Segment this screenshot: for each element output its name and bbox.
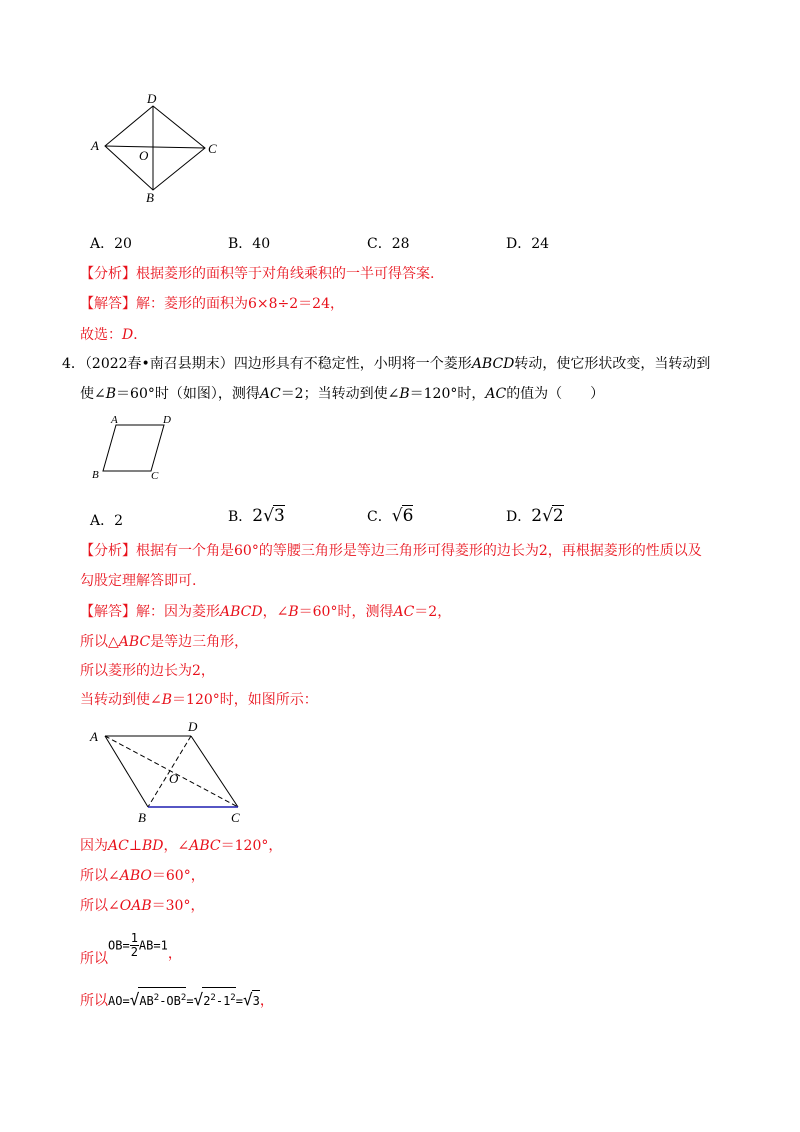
q4-l6-abo: ABO xyxy=(119,868,152,884)
q3-choose-text: 故选： xyxy=(80,327,122,343)
q4-option-c-radicand: 6 xyxy=(402,506,414,526)
q4-l4-b: B xyxy=(161,692,173,708)
fig3-label-a: A xyxy=(90,729,98,744)
q4-l6b: ＝60°， xyxy=(151,868,205,884)
q4-l8-fraction xyxy=(130,932,139,959)
q4-option-d-radicand: 2 xyxy=(552,506,564,526)
q4-answer-l1c: ＝60°时，测得 xyxy=(298,604,394,620)
fig2-label-d: D xyxy=(163,414,171,426)
q4-l9-end: ， xyxy=(259,993,274,1009)
q3-answer-tag: 【解答】 xyxy=(80,296,136,312)
q4-answer-ac: AC xyxy=(393,604,415,620)
q4-l2b: 是等边三角形， xyxy=(150,634,249,650)
q4-stem-line1 xyxy=(62,354,710,374)
q3-choose-end: ． xyxy=(133,327,148,343)
label-b: B xyxy=(146,190,154,205)
fig2-label-c: C xyxy=(151,470,159,482)
q4-l5b: ⊥ xyxy=(128,838,142,854)
fig2-label-b: B xyxy=(92,469,99,481)
q4-l9-r2a: 2 xyxy=(203,994,211,1008)
q4-answer-l1b: ，∠ xyxy=(262,604,289,620)
rhombus-figure-2 xyxy=(85,408,185,488)
q4-analysis-line2: 勾股定理解答即可. xyxy=(80,573,197,589)
q4-option-c-letter: C． xyxy=(367,509,392,525)
q4-l9-sup3: 2 xyxy=(210,993,216,1003)
q3-answer-text: 解：菱形的面积为6×8÷2＝24， xyxy=(136,296,344,312)
q4-analysis-tag: 【分析】 xyxy=(80,543,136,559)
q4-stem1b: 转动，使它形状改变，当转动到 xyxy=(514,356,711,372)
q4-option-a: A．2 xyxy=(90,513,124,529)
q3-option-c: C．28 xyxy=(367,236,410,252)
q4-l8a: 所以 xyxy=(80,951,108,967)
q3-choose xyxy=(80,325,147,345)
q4-l8-lhs: OB= xyxy=(108,938,130,953)
q4-l9-eq: = xyxy=(186,994,194,1008)
q4-stem2d: ＝120°时， xyxy=(409,386,486,402)
fig3-label-o: O xyxy=(169,771,179,786)
q4-l9-sup1: 2 xyxy=(153,993,160,1003)
q4-l2-abc: ABC xyxy=(118,634,151,650)
q4-analysis-text1: 根据有一个角是60°的等腰三角形是等边三角形可得菱形的边长为2，再根据菱形的性质以及 xyxy=(136,543,702,559)
q4-l9-r2b: -1 xyxy=(215,994,231,1008)
q4-option-d: D．2√2 xyxy=(506,506,564,526)
q4-stem-line2 xyxy=(80,384,604,404)
q4-stem1: 四边形具有不稳定性，小明将一个菱形 xyxy=(233,356,472,372)
q4-stem2e: 的值为（ ） xyxy=(506,386,605,402)
q4-answer-line8 xyxy=(80,932,182,966)
q4-answer-line4 xyxy=(80,690,318,710)
q4-source: （2022春•南召县期末） xyxy=(84,356,234,372)
q4-answer-line1 xyxy=(80,602,451,622)
q4-l9-r3: 3 xyxy=(252,990,260,1011)
q4-l9-minus: -OB xyxy=(159,994,181,1008)
q4-b: B xyxy=(105,386,117,402)
q4-answer-line6 xyxy=(80,866,205,886)
q4-l8-den: 2 xyxy=(130,945,138,959)
fig3-label-b: B xyxy=(138,810,146,825)
q4-l9a: 所以 xyxy=(80,993,108,1009)
q3-analysis xyxy=(80,264,434,284)
q4-ac: AC xyxy=(259,386,281,402)
q4-l5c: ，∠ xyxy=(163,838,190,854)
q4-option-c: C．√6 xyxy=(367,506,414,526)
q4-answer-line3: 所以菱形的边长为2， xyxy=(80,663,215,679)
q3-answer xyxy=(80,294,344,314)
fig3-label-d: D xyxy=(188,719,198,734)
q4-l9-r1: AB xyxy=(139,994,154,1008)
q4-stem2c: ＝2；当转动到使∠ xyxy=(280,386,400,402)
q4-answer-b: B xyxy=(288,604,299,620)
label-d: D xyxy=(147,91,157,106)
q4-number: 4． xyxy=(62,356,85,372)
q4-l7b: ＝30°， xyxy=(151,898,205,914)
q3-analysis-text: 根据菱形的面积等于对角线乘积的一半可得答案. xyxy=(136,266,435,282)
q3-choose-letter: D xyxy=(122,327,134,343)
q3-option-d: D．24 xyxy=(506,236,550,252)
q4-l6a: 所以∠ xyxy=(80,868,120,884)
q4-option-d-coef: 2 xyxy=(531,506,543,526)
q4-analysis-line1 xyxy=(80,541,702,561)
q4-l5a: 因为 xyxy=(80,838,108,854)
q4-l8-end: ， xyxy=(167,945,182,962)
q3-analysis-tag: 【分析】 xyxy=(80,266,136,282)
fig2-label-a: A xyxy=(111,414,118,426)
q4-answer-tag: 【解答】 xyxy=(80,604,136,620)
q4-answer-l1a: 解：因为菱形 xyxy=(136,604,220,620)
fig3-label-c: C xyxy=(231,810,240,825)
q4-l5d: ＝120°， xyxy=(220,838,283,854)
q4-l8-rhs: AB=1 xyxy=(138,938,168,953)
label-a: A xyxy=(91,138,99,153)
q4-ac2: AC xyxy=(485,386,507,402)
q3-option-b: B．40 xyxy=(228,236,271,252)
q4-answer-line9: 所以$AO=√AB^2-OB^2=√2^2-1^2=√3$， xyxy=(80,987,274,1011)
q4-answer-abcd: ABCD xyxy=(220,604,263,620)
q4-l4b: ＝120°时，如图所示： xyxy=(172,692,318,708)
label-c: C xyxy=(208,141,217,156)
q4-option-b-letter: B． xyxy=(228,509,253,525)
q4-answer-l1d: ＝2， xyxy=(414,604,452,620)
q4-l4a: 当转动到使∠ xyxy=(80,692,162,708)
q4-l8-num: 1 xyxy=(130,931,138,945)
q4-stem2a: 使∠ xyxy=(80,386,106,402)
q4-option-b: B．2√3 xyxy=(228,506,285,526)
q4-b2: B xyxy=(399,386,410,402)
rhombus-figure-3 xyxy=(85,718,255,828)
q4-abcd: ABCD xyxy=(471,356,515,372)
q4-l7a: 所以∠ xyxy=(80,898,120,914)
q4-option-d-letter: D． xyxy=(506,509,532,525)
q4-l2a: 所以△ xyxy=(80,634,119,650)
q4-l5-ac: AC xyxy=(108,838,129,854)
q4-answer-line7 xyxy=(80,896,204,916)
q4-stem2b: ＝60°时（如图），测得 xyxy=(116,386,260,402)
rhombus-figure-1 xyxy=(85,88,235,210)
q4-l5-bd: BD xyxy=(142,838,164,854)
label-o: O xyxy=(139,148,149,163)
q4-l5-abc: ABC xyxy=(189,838,221,854)
q4-l9-eq2: = xyxy=(235,994,243,1008)
q4-option-b-coef: 2 xyxy=(252,506,264,526)
q4-l9-sup2: 2 xyxy=(180,993,187,1003)
q4-option-b-radicand: 3 xyxy=(273,506,285,526)
q3-option-a: A．20 xyxy=(90,236,132,252)
q4-answer-line2 xyxy=(80,632,248,652)
q4-l9-ao: AO= xyxy=(108,994,130,1008)
q4-answer-line5 xyxy=(80,836,282,856)
q4-l9-sup4: 2 xyxy=(230,993,236,1003)
q4-l7-oab: OAB xyxy=(119,898,152,914)
